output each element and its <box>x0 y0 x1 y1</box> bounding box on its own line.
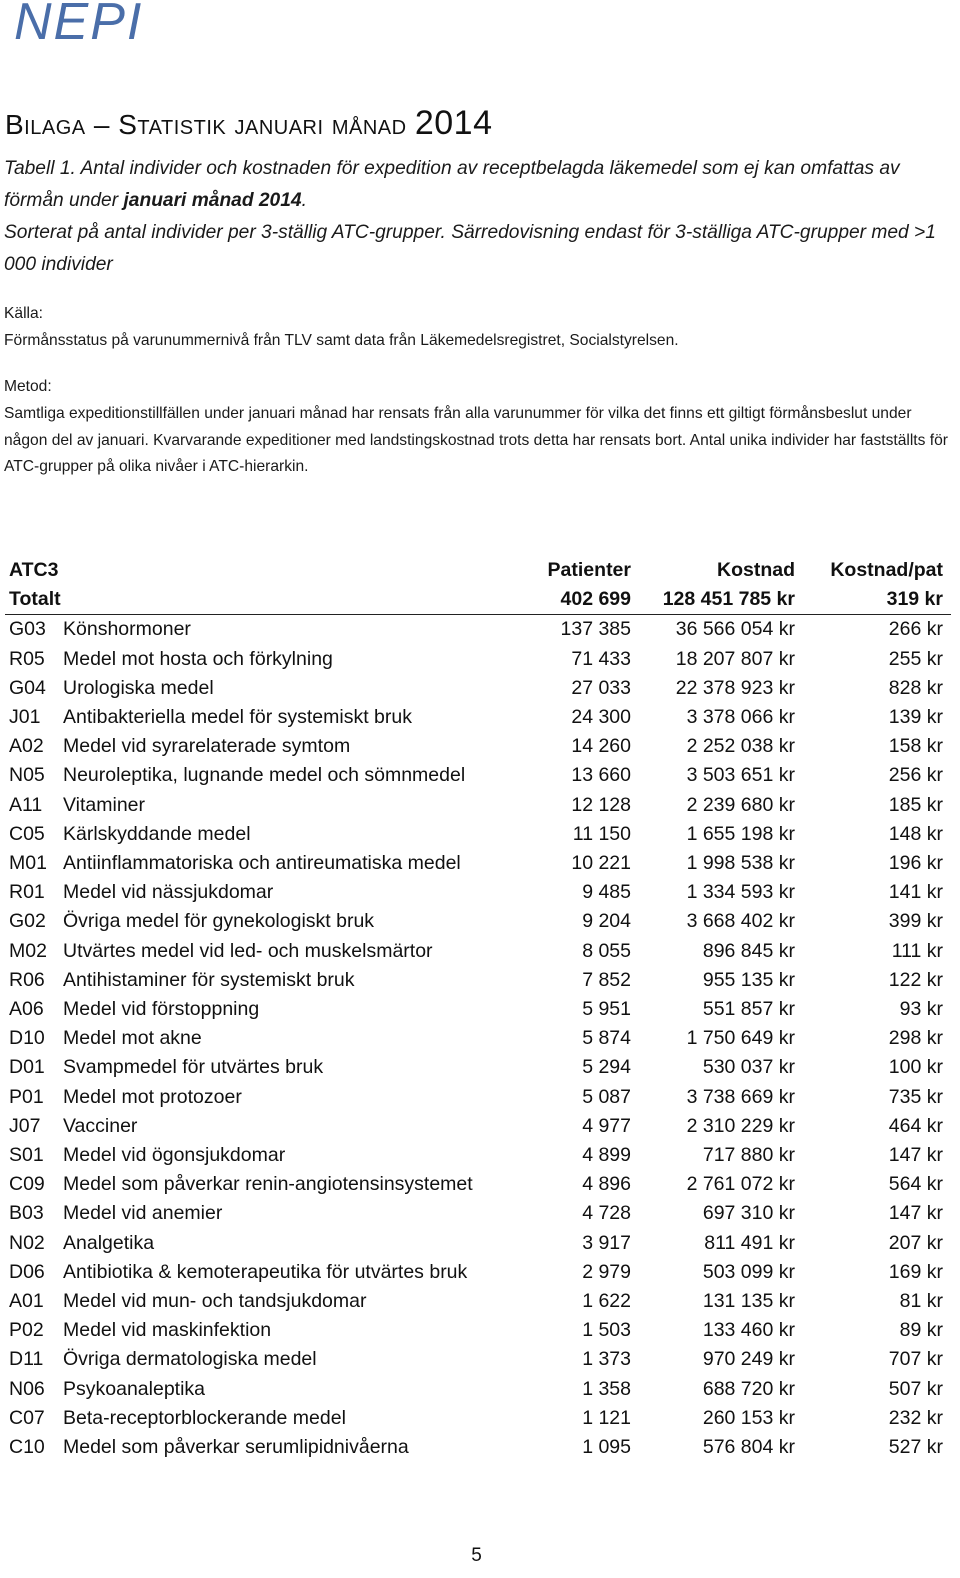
cell-cost: 3 738 669 kr <box>686 1085 795 1108</box>
cell-patients: 13 660 <box>571 764 631 787</box>
cell-patients: 137 385 <box>560 618 631 641</box>
cell-atc-name: Beta-receptorblockerande medel <box>63 1406 346 1429</box>
cell-atc-name: Antihistaminer för systemiskt bruk <box>63 968 355 991</box>
cell-cost-per-patient: 707 kr <box>888 1348 943 1371</box>
cell-cost-per-patient: 81 kr <box>899 1290 943 1313</box>
cell-atc-name: Utvärtes medel vid led- och muskelsmärtor <box>63 939 433 962</box>
cell-cost: 22 378 923 kr <box>675 676 795 699</box>
cell-cost: 1 334 593 kr <box>686 881 795 904</box>
cell-cost: 18 207 807 kr <box>675 647 795 670</box>
table-row <box>5 995 951 1024</box>
cell-atc-code: N02 <box>9 1231 45 1254</box>
total-cost-per-patient: 319 kr <box>795 585 951 615</box>
cell-cost-per-patient: 298 kr <box>888 1027 943 1050</box>
page-number: 5 <box>471 1545 482 1566</box>
cell-patients: 5 951 <box>582 998 631 1021</box>
table-row <box>5 1433 951 1462</box>
cell-atc-name: Övriga medel för gynekologiskt bruk <box>63 910 375 933</box>
cell-cost-per-patient: 399 kr <box>888 910 943 933</box>
cell-atc-name: Antiinflammatoriska och antireumatiska medel <box>63 852 461 875</box>
cell-cost-per-patient: 141 kr <box>888 881 943 904</box>
cell-atc-name: Analgetika <box>63 1231 155 1254</box>
table-row <box>5 1404 951 1433</box>
cell-patients: 71 433 <box>571 647 631 670</box>
table-row <box>5 1229 951 1258</box>
table-row <box>5 674 951 703</box>
cell-cost-per-patient: 207 kr <box>888 1231 943 1254</box>
cell-patients: 3 917 <box>582 1231 631 1254</box>
cell-patients: 24 300 <box>571 706 631 729</box>
cell-atc-name: Svampmedel för utvärtes bruk <box>63 1056 324 1079</box>
cell-atc-code: P02 <box>9 1319 44 1342</box>
method-label: Metod: <box>4 378 52 395</box>
table-row <box>5 1287 951 1316</box>
cell-cost-per-patient: 139 kr <box>888 706 943 729</box>
table-row <box>5 615 951 645</box>
table-row <box>5 1199 951 1228</box>
cell-cost-per-patient: 89 kr <box>899 1319 943 1342</box>
header-cost-per-patient: Kostnad/pat <box>830 559 943 581</box>
cell-atc-name: Medel mot hosta och förkylning <box>63 647 333 670</box>
cell-cost-per-patient: 464 kr <box>888 1114 943 1137</box>
cell-atc-name: Medel vid ögonsjukdomar <box>63 1144 286 1167</box>
page-title-text: Bilaga – Statistik januari månad <box>5 109 407 140</box>
cell-patients: 2 979 <box>582 1260 631 1283</box>
table-row <box>5 1258 951 1287</box>
table-row <box>5 849 951 878</box>
cell-cost: 2 310 229 kr <box>686 1114 795 1137</box>
cell-cost: 1 998 538 kr <box>686 852 795 875</box>
cell-patients: 1 121 <box>582 1406 631 1429</box>
cell-cost-per-patient: 564 kr <box>888 1173 943 1196</box>
table-row <box>5 1170 951 1199</box>
cell-cost-per-patient: 828 kr <box>888 676 943 699</box>
cell-atc-code: S01 <box>9 1144 44 1167</box>
cell-cost: 697 310 kr <box>702 1202 795 1225</box>
statistics-table <box>5 556 951 1462</box>
cell-patients: 5 087 <box>582 1085 631 1108</box>
header-cost: Kostnad <box>717 559 795 581</box>
cell-atc-code: M01 <box>9 852 47 875</box>
total-cost: 128 451 785 kr <box>631 585 795 615</box>
cell-atc-code: C10 <box>9 1436 45 1459</box>
table-row <box>5 1141 951 1170</box>
table-row <box>5 1083 951 1112</box>
cell-atc-name: Medel som påverkar renin-angiotensinsystemet <box>63 1173 473 1196</box>
table-row <box>5 1024 951 1053</box>
cell-atc-code: N06 <box>9 1377 45 1400</box>
cell-atc-name: Könshormoner <box>63 618 191 641</box>
cell-atc-code: A01 <box>9 1290 44 1313</box>
header-patients: Patienter <box>547 559 631 581</box>
cell-patients: 4 899 <box>582 1144 631 1167</box>
caption-bold: januari månad 2014 <box>123 190 302 211</box>
cell-atc-code: A11 <box>9 793 43 816</box>
table-row <box>5 966 951 995</box>
cell-cost: 970 249 kr <box>702 1348 795 1371</box>
logo: NEPI <box>14 0 144 51</box>
cell-atc-code: D01 <box>9 1056 45 1079</box>
cell-atc-code: N05 <box>9 764 45 787</box>
cell-atc-code: D10 <box>9 1027 45 1050</box>
cell-cost: 811 491 kr <box>704 1231 795 1254</box>
caption-sorting: Sorterat på antal individer per 3-ställig ATC-grupper. Särredovisning endast för 3-ställiga ATC-grupper med >1 000 individer <box>4 222 936 275</box>
table-row <box>5 732 951 761</box>
cell-cost: 530 037 kr <box>702 1056 795 1079</box>
cell-cost: 133 460 kr <box>702 1319 795 1342</box>
cell-patients: 1 373 <box>582 1348 631 1371</box>
cell-cost: 3 668 402 kr <box>686 910 795 933</box>
caption-part2: . <box>301 190 307 211</box>
cell-atc-code: G04 <box>9 676 46 699</box>
cell-cost-per-patient: 232 kr <box>888 1406 943 1429</box>
cell-atc-code: D06 <box>9 1260 45 1283</box>
cell-cost-per-patient: 527 kr <box>888 1436 943 1459</box>
cell-cost: 688 720 kr <box>702 1377 795 1400</box>
table-row <box>5 1345 951 1374</box>
table-row <box>5 820 951 849</box>
cell-atc-code: A06 <box>9 998 44 1021</box>
cell-atc-code: G03 <box>9 618 46 641</box>
table-row <box>5 791 951 820</box>
cell-cost: 260 153 kr <box>702 1406 795 1429</box>
table-caption <box>4 153 956 281</box>
cell-patients: 4 977 <box>582 1114 631 1137</box>
caption-part1: Tabell 1. Antal individer och kostnaden för expedition av receptbelagda läkemedel som ej kan omfattas av förmån under <box>4 158 900 211</box>
cell-atc-code: R01 <box>9 881 45 904</box>
page-title-year: 2014 <box>414 104 493 142</box>
cell-atc-name: Medel mot protozoer <box>63 1085 242 1108</box>
cell-atc-name: Medel vid anemier <box>63 1202 223 1225</box>
cell-atc-name: Vacciner <box>63 1114 138 1137</box>
cell-cost: 2 239 680 kr <box>686 793 795 816</box>
cell-atc-code: B03 <box>9 1202 44 1225</box>
page-title <box>5 104 493 143</box>
cell-cost-per-patient: 147 kr <box>888 1202 943 1225</box>
cell-cost-per-patient: 148 kr <box>888 822 943 845</box>
source-label: Källa: <box>4 305 44 322</box>
table-body <box>5 615 951 1462</box>
cell-atc-name: Antibakteriella medel för systemiskt bruk <box>63 706 412 729</box>
table-row <box>5 907 951 936</box>
table-row <box>5 761 951 790</box>
cell-cost: 717 880 kr <box>702 1144 795 1167</box>
cell-patients: 8 055 <box>582 939 631 962</box>
cell-atc-code: R05 <box>9 647 45 670</box>
cell-patients: 1 622 <box>582 1290 631 1313</box>
cell-atc-code: G02 <box>9 910 46 933</box>
table-row <box>5 937 951 966</box>
cell-atc-name: Psykoanaleptika <box>63 1377 206 1400</box>
cell-atc-code: P01 <box>9 1085 44 1108</box>
cell-patients: 10 221 <box>571 852 631 875</box>
cell-patients: 11 150 <box>572 822 631 845</box>
cell-atc-name: Övriga dermatologiska medel <box>63 1348 317 1371</box>
cell-patients: 5 874 <box>582 1027 631 1050</box>
cell-atc-name: Vitaminer <box>63 793 146 816</box>
cell-cost-per-patient: 111 kr <box>891 939 943 962</box>
table-row <box>5 703 951 732</box>
cell-cost-per-patient: 735 kr <box>888 1085 943 1108</box>
cell-atc-code: D11 <box>9 1348 44 1371</box>
cell-cost-per-patient: 122 kr <box>888 968 943 991</box>
table-header-row <box>5 556 951 585</box>
cell-patients: 12 128 <box>571 793 631 816</box>
cell-cost: 1 655 198 kr <box>686 822 795 845</box>
cell-cost: 1 750 649 kr <box>686 1027 795 1050</box>
cell-cost: 131 135 kr <box>702 1290 795 1313</box>
cell-atc-name: Medel vid mun- och tandsjukdomar <box>63 1290 367 1313</box>
cell-patients: 9 485 <box>582 881 631 904</box>
cell-atc-name: Antibiotika & kemoterapeutika för utvärtes bruk <box>63 1260 468 1283</box>
cell-atc-code: C07 <box>9 1406 45 1429</box>
cell-atc-name: Neuroleptika, lugnande medel och sömnmedel <box>63 764 466 787</box>
cell-atc-name: Medel vid nässjukdomar <box>63 881 274 904</box>
cell-cost-per-patient: 196 kr <box>888 852 943 875</box>
cell-patients: 1 503 <box>582 1319 631 1342</box>
cell-cost: 576 804 kr <box>702 1436 795 1459</box>
cell-atc-name: Medel vid maskinfektion <box>63 1319 272 1342</box>
cell-cost: 36 566 054 kr <box>675 618 795 641</box>
cell-atc-code: C05 <box>9 822 45 845</box>
cell-cost-per-patient: 169 kr <box>888 1260 943 1283</box>
cell-atc-code: C09 <box>9 1173 45 1196</box>
cell-cost-per-patient: 256 kr <box>888 764 943 787</box>
total-label: Totalt <box>5 585 531 615</box>
cell-atc-name: Medel som påverkar serumlipidnivåerna <box>63 1436 409 1459</box>
cell-atc-code: J01 <box>9 706 41 729</box>
cell-cost-per-patient: 147 kr <box>888 1144 943 1167</box>
cell-cost: 503 099 kr <box>702 1260 795 1283</box>
cell-atc-name: Kärlskyddande medel <box>63 822 251 845</box>
header-atc: ATC3 <box>9 559 59 581</box>
cell-patients: 1 095 <box>582 1436 631 1459</box>
cell-cost: 955 135 kr <box>702 968 795 991</box>
cell-atc-name: Medel vid syrarelaterade symtom <box>63 735 351 758</box>
table-row <box>5 1316 951 1345</box>
cell-cost-per-patient: 255 kr <box>888 647 943 670</box>
cell-atc-name: Urologiska medel <box>63 676 214 699</box>
method-text: Samtliga expeditionstillfällen under januari månad har rensats från alla varunummer för vilka det finns ett giltigt förmånsbeslut under någon del av januari. Kvarvarande expeditioner med landstingskostnad trots detta har rensats bort. Antal unika individer har fastställts för ATC-grupper på olika nivåer i ATC-hierarkin. <box>4 405 948 475</box>
cell-patients: 4 728 <box>582 1202 631 1225</box>
cell-cost-per-patient: 266 kr <box>888 618 943 641</box>
total-patients: 402 699 <box>531 585 631 615</box>
cell-atc-code: R06 <box>9 968 45 991</box>
cell-patients: 1 358 <box>582 1377 631 1400</box>
cell-patients: 4 896 <box>582 1173 631 1196</box>
cell-cost: 3 378 066 kr <box>686 706 795 729</box>
cell-patients: 14 260 <box>571 735 631 758</box>
table-row <box>5 1112 951 1141</box>
cell-cost-per-patient: 158 kr <box>888 735 943 758</box>
source-text: Förmånsstatus på varunummernivå från TLV samt data från Läkemedelsregistret, Socialstyrelsen. <box>4 332 679 349</box>
cell-patients: 7 852 <box>582 968 631 991</box>
cell-cost: 551 857 kr <box>702 998 795 1021</box>
cell-cost: 2 252 038 kr <box>686 735 795 758</box>
cell-atc-code: J07 <box>9 1114 41 1137</box>
cell-atc-code: M02 <box>9 939 47 962</box>
cell-cost-per-patient: 100 kr <box>888 1056 943 1079</box>
table-row <box>5 645 951 674</box>
table-row <box>5 1053 951 1082</box>
cell-atc-code: A02 <box>9 735 44 758</box>
table-row <box>5 1375 951 1404</box>
table-row <box>5 878 951 907</box>
cell-atc-name: Medel vid förstoppning <box>63 998 260 1021</box>
cell-atc-name: Medel mot akne <box>63 1027 202 1050</box>
cell-cost-per-patient: 93 kr <box>899 998 943 1021</box>
table-total-row <box>5 585 951 615</box>
cell-patients: 9 204 <box>582 910 631 933</box>
cell-cost-per-patient: 507 kr <box>888 1377 943 1400</box>
cell-cost: 3 503 651 kr <box>686 764 795 787</box>
cell-patients: 5 294 <box>582 1056 631 1079</box>
cell-patients: 27 033 <box>571 676 631 699</box>
cell-cost: 2 761 072 kr <box>686 1173 795 1196</box>
cell-cost: 896 845 kr <box>702 939 795 962</box>
cell-cost-per-patient: 185 kr <box>888 793 943 816</box>
